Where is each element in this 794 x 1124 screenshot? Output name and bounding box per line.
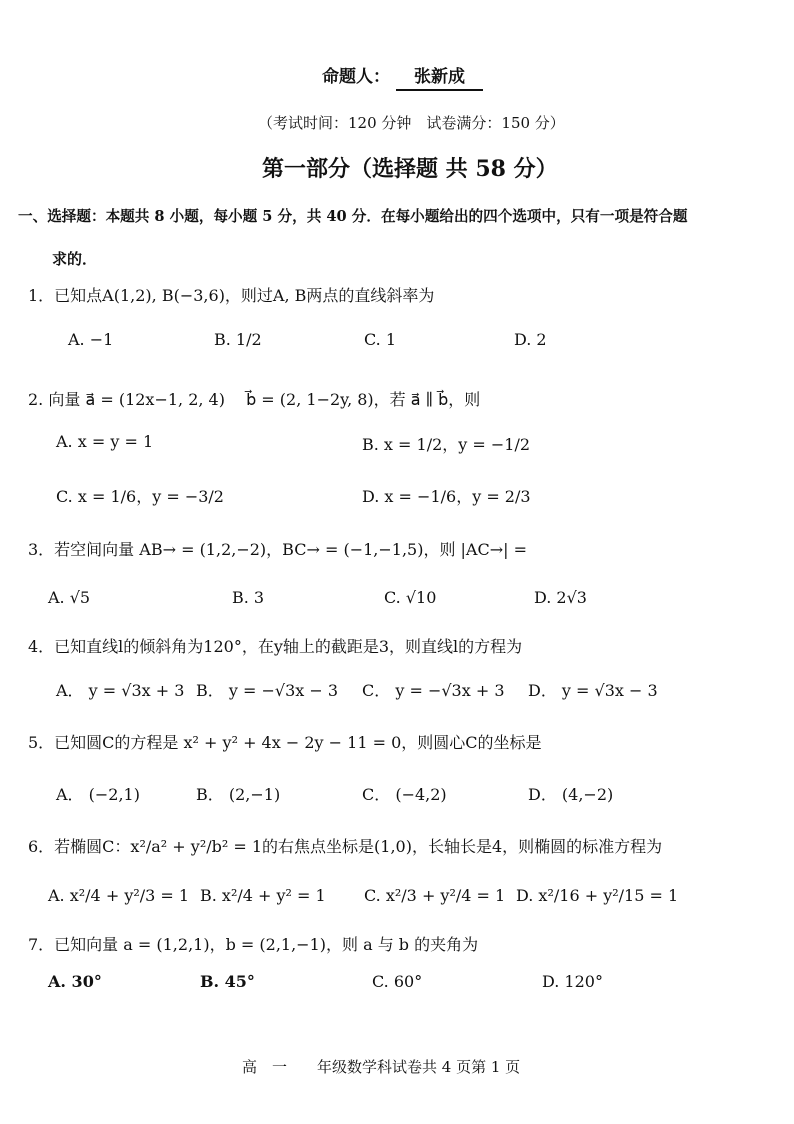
option-c: C. 60° [372,972,423,991]
option-d: D. x = −1/6，y = 2/3 [362,487,531,506]
author-name: 张新成 [396,62,483,91]
option-b: B. 3 [232,588,265,607]
section-intro-line1: 一、选择题：本题共 8 小题，每小题 5 分，共 40 分．在每小题给出的四个选项中，只有一项是符合题 [18,208,688,225]
option-b: B． y = −√3x − 3 [196,681,339,700]
exam-info: （考试时间：120 分钟 试卷满分：150 分） [258,114,565,132]
option-a: A. x²/4 + y²/3 = 1 [48,886,190,905]
question-stem: 1．已知点A(1,2), B(−3,6)，则过A, B两点的直线斜率为 [28,286,435,305]
question-stem: 2. 向量 a⃗ = (12x−1, 2, 4) b⃗ = (2, 1−2y, 8)，若 a⃗ ∥ b⃗，则 [28,390,481,409]
option-c: C. x²/3 + y²/4 = 1 [364,886,506,905]
question-stem: 7．已知向量 a = (1,2,1)，b = (2,1,−1)，则 a 与 b 的夹角为 [28,935,479,954]
question-stem: 6．若椭圆C：x²/a² + y²/b² = 1的右焦点坐标是(1,0)，长轴长是4，则椭圆的标准方程为 [28,837,663,856]
option-c: C． (−4,2) [362,785,447,804]
option-a: A. √5 [48,588,91,607]
option-d: D. 120° [542,972,603,991]
option-a: A. −1 [68,330,114,349]
question-stem: 4．已知直线l的倾斜角为120°，在y轴上的截距是3，则直线l的方程为 [28,637,523,656]
option-c: C. √10 [384,588,437,607]
option-a: A. x = y = 1 [56,432,154,451]
option-a: A. 30° [48,972,102,991]
question-stem: 5．已知圆C的方程是 x² + y² + 4x − 2y − 11 = 0，则圆心C的坐标是 [28,733,542,752]
option-b: B. x²/4 + y² = 1 [200,886,326,905]
option-c: C． y = −√3x + 3 [362,681,505,700]
option-d: D． (4,−2) [528,785,614,804]
option-d: D. 2 [514,330,547,349]
option-d: D． y = √3x − 3 [528,681,658,700]
author-line [322,62,483,91]
option-d: D. x²/16 + y²/15 = 1 [516,886,679,905]
option-b: B. 45° [200,972,255,991]
question-stem: 3．若空间向量 AB→ = (1,2,−2)，BC→ = (−1,−1,5)，则 |AC→| = [28,540,528,559]
part-title: 第一部分（选择题 共 58 分） [262,156,558,182]
author-label: 命题人： [322,67,390,87]
option-b: B. 1/2 [214,330,262,349]
option-c: C. 1 [364,330,397,349]
option-b: B. x = 1/2，y = −1/2 [362,435,531,454]
section-intro-line2: 求的． [52,250,98,268]
option-d: D. 2√3 [534,588,587,607]
option-a: A． (−2,1) [56,785,140,804]
option-a: A． y = √3x + 3 [56,681,185,700]
page-footer: 高 一 年级数学科试卷共 4 页第 1 页 [242,1058,521,1076]
option-c: C. x = 1/6，y = −3/2 [56,487,224,506]
option-b: B． (2,−1) [196,785,281,804]
